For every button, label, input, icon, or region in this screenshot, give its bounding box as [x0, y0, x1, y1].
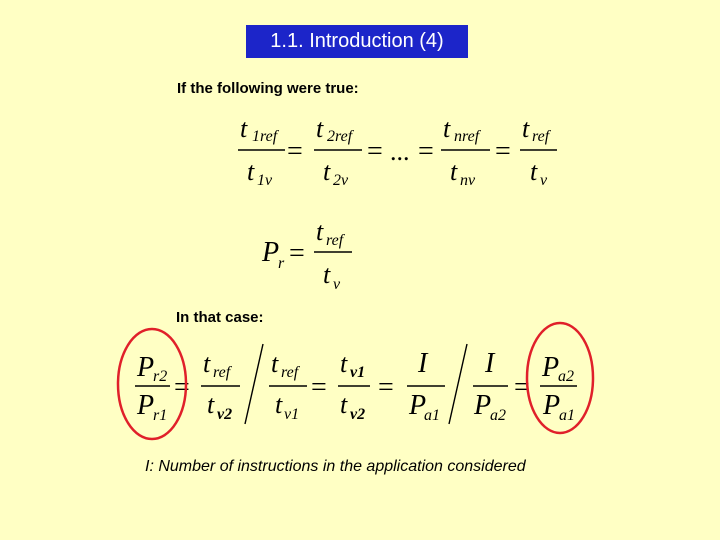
eq1-t: t: [240, 114, 248, 143]
footnote: I: Number of instructions in the application considered: [145, 458, 526, 475]
eq1-t: t: [443, 114, 451, 143]
eq2-sub: v: [333, 276, 341, 293]
eq3-sub: a1: [559, 407, 575, 424]
eq2-t: t: [316, 217, 324, 246]
eq2-sub: ref: [326, 232, 344, 249]
eq3-sub: a1: [424, 407, 440, 424]
eq3-sub: ref: [213, 364, 231, 381]
eq3-P: P: [409, 390, 427, 421]
eq2-P: P: [262, 237, 280, 268]
eq3-t: t: [271, 349, 279, 378]
eq3-t: t: [207, 390, 215, 419]
eq2-t: t: [323, 260, 331, 289]
eq3-t: t: [340, 349, 348, 378]
eq1-sub: nref: [454, 128, 480, 145]
equals-sign: =: [174, 372, 190, 403]
eq3-I: I: [418, 348, 428, 379]
eq1-t: t: [450, 157, 458, 186]
eq3-P: P: [474, 390, 492, 421]
equals-sign: =: [495, 136, 511, 167]
eq1-t: t: [316, 114, 324, 143]
eq1-sub: 2ref: [327, 128, 353, 145]
eq1-t: t: [530, 157, 538, 186]
eq1-t: t: [323, 157, 331, 186]
eq3-sub: v1: [284, 406, 300, 423]
eq3-sub: v2: [217, 406, 233, 423]
eq3-sub: v2: [350, 406, 366, 423]
equals-sign: =: [367, 136, 383, 167]
eq1-sub: 2v: [333, 172, 349, 189]
equals-sign: =: [418, 136, 434, 167]
eq3-sub: ref: [281, 364, 299, 381]
eq3-P: P: [543, 390, 561, 421]
condition-label: If the following were true:: [177, 80, 359, 97]
equals-sign: =: [514, 372, 530, 403]
eq1-sub: ref: [532, 128, 550, 145]
case-label: In that case:: [176, 309, 264, 326]
equals-sign: =: [287, 136, 303, 167]
eq3-t: t: [203, 349, 211, 378]
eq1-t: t: [247, 157, 255, 186]
eq3-sub: a2: [558, 368, 574, 385]
eq3-t: t: [340, 390, 348, 419]
division-slash: [245, 344, 263, 424]
eq1-sub: v: [540, 172, 548, 189]
eq3-P: P: [542, 352, 560, 383]
eq3-sub: r1: [153, 407, 168, 424]
eq1-sub: 1v: [257, 172, 273, 189]
eq3-t: t: [275, 390, 283, 419]
eq3-sub: a2: [490, 407, 506, 424]
eq1-sub: 1ref: [252, 128, 278, 145]
slide-title: 1.1. Introduction (4): [246, 25, 468, 58]
eq3-sub: v1: [350, 364, 366, 381]
eq3-P: P: [137, 390, 155, 421]
eq2-sub: r: [278, 255, 285, 272]
division-slash: [449, 344, 467, 424]
eq3-sub: r2: [153, 368, 168, 385]
eq3-I: I: [485, 348, 495, 379]
equals-sign: =: [378, 372, 394, 403]
eq1-sub: nv: [460, 172, 476, 189]
ellipsis: ...: [390, 137, 410, 166]
eq3-P: P: [137, 352, 155, 383]
eq1-t: t: [522, 114, 530, 143]
equals-sign: =: [289, 238, 305, 269]
equals-sign: =: [311, 372, 327, 403]
